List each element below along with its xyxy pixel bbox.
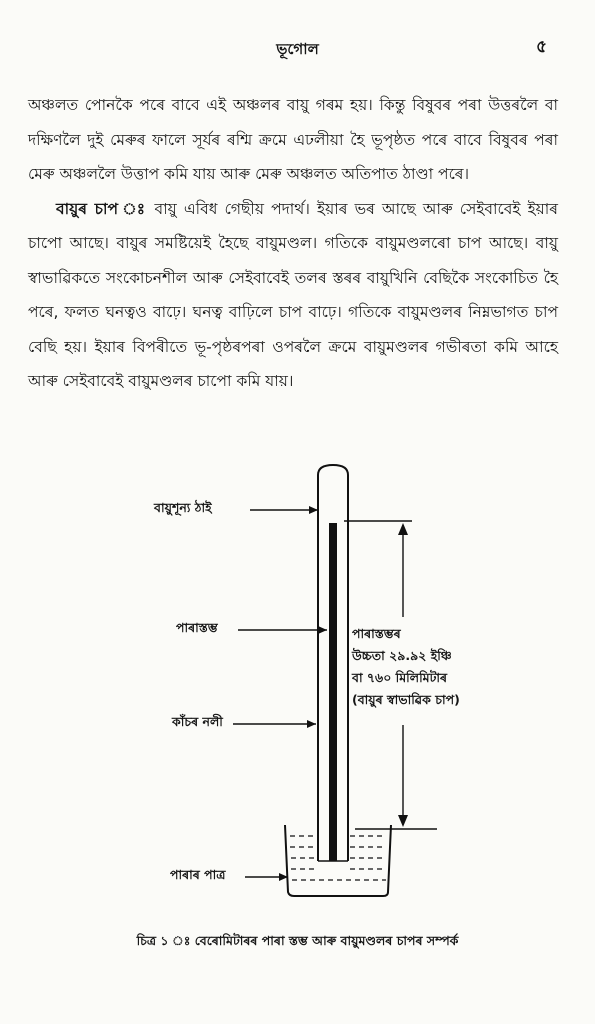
mercury-column-label: পাৰাস্তম্ভ: [176, 620, 218, 635]
mercury-vessel-label: পাৰাৰ পাত্ৰ: [170, 867, 226, 882]
barometer-diagram: [0, 455, 595, 925]
page-number: ৫: [535, 37, 547, 57]
paragraph-2-heading: বায়ুৰ চাপ ঃ: [56, 199, 148, 218]
body-text: [28, 88, 558, 399]
height-note-line: বা ৭৬০ মিলিমিটাৰ: [352, 670, 448, 685]
paragraph-2-text: বায়ু এবিধ গেছীয় পদাৰ্থ। ইয়াৰ ভৰ আছে আৰু সেইবাবেই ইয়াৰ চাপো আছে। বায়ুৰ সমষ্টিয়েই হৈছে বায়ুমণ্ডল। গতিকে বায়ুমণ্ডলৰো চাপ আছে। বায়ু স্বাভাৱিকতে সংকোচনশীল আৰু সেইবাবেই তলৰ স্তৰৰ বায়ুখিনি বেছিকৈ সংকোচিত হৈ পৰে, ফলত ঘনত্বও বাঢ়ে। ঘনত্ব বাঢ়িলে চাপ বাঢ়ে। গতিকে বায়ুমণ্ডলৰ নিম্নভাগত চাপ বেছি হয়। ইয়াৰ বিপৰীতে ভূ-পৃষ্ঠৰপৰা ওপৰলৈ ক্ৰমে বায়ুমণ্ডলৰ গভীৰতা কমি আহে আৰু সেইবাবেই বায়ুমণ্ডলৰ চাপো কমি যায়।: [28, 199, 558, 390]
running-head: ভূগোল: [276, 40, 319, 58]
mercury-column: [329, 523, 337, 861]
paragraph-1: অঞ্চলত পোনকৈ পৰে বাবে এই অঞ্চলৰ বায়ু গৰম হয়। কিন্তু বিষুবৰ পৰা উত্তৰলৈ বা দক্ষিণলৈ দুই মেৰুৰ ফালে সূৰ্যৰ ৰশ্মি ক্ৰমে এঢলীয়া হৈ ভূপৃষ্ঠত পৰে বাবে বিষুবৰ পৰা মেৰু অঞ্চললৈ উত্তাপ কমি যায় আৰু মেৰু অঞ্চলত অতিপাত ঠাণ্ডা পৰে।: [28, 96, 558, 183]
height-note-line: পাৰাস্তম্ভৰ: [352, 626, 401, 641]
figure-caption: চিত্ৰ ১ ঃ বেৰোমিটাৰৰ পাৰা স্তম্ভ আৰু বায়ুমণ্ডলৰ চাপৰ সম্পৰ্ক: [136, 933, 459, 948]
paragraph-2: [28, 192, 558, 399]
mercury-height-note: [352, 623, 460, 711]
height-note-line: উচ্চতা ২৯.৯২ ইঞ্চি: [352, 648, 452, 663]
height-note-line: (বায়ুৰ স্বাভাৱিক চাপ): [352, 692, 460, 707]
vacuum-label: বায়ুশূন্য ঠাই: [154, 500, 212, 515]
barometer-figure: [0, 455, 595, 925]
glass-tube-label: কাঁচৰ নলী: [172, 714, 223, 729]
page-header: [0, 38, 595, 62]
